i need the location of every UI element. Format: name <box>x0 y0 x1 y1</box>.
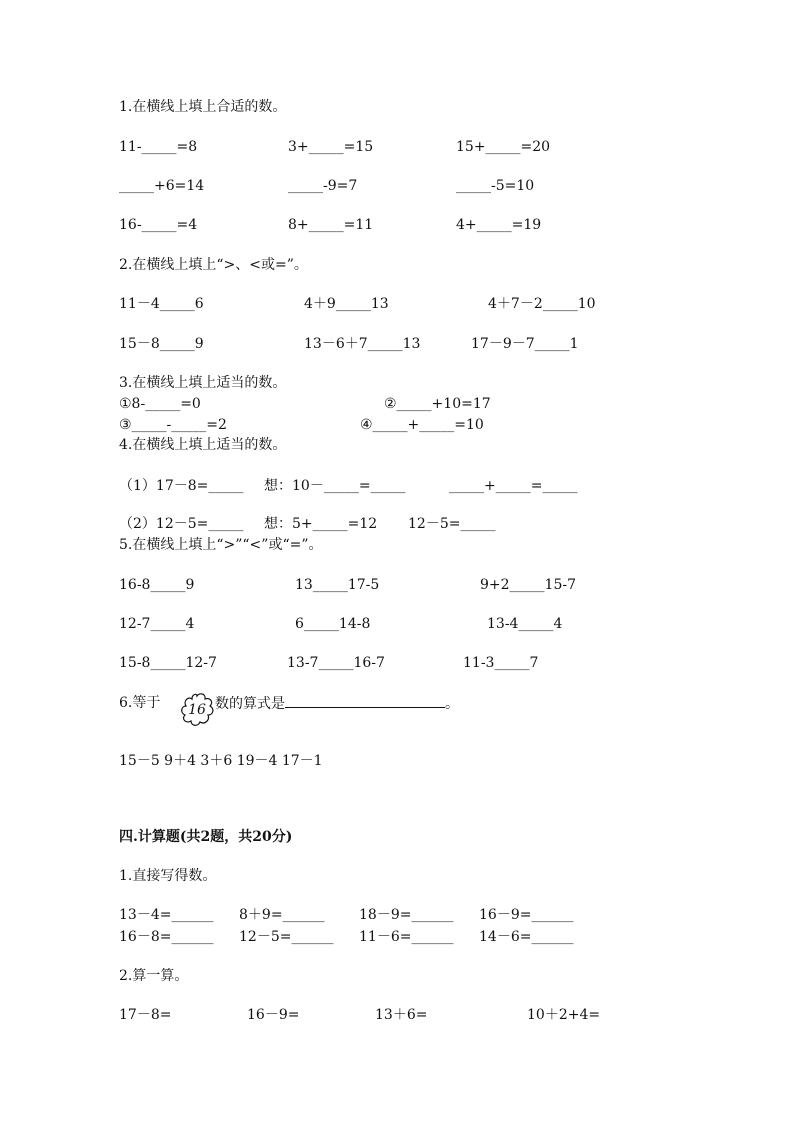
q1-r1c4: 16－9=______ <box>479 907 574 923</box>
s2-r1c1: 11－4_____6 <box>119 296 204 312</box>
s5-r1c3: 9+2_____15-7 <box>480 577 576 593</box>
s6-prefix: 6.等于 <box>119 695 161 711</box>
s4-r1c1: （1）17－8=_____ <box>119 478 244 494</box>
s5-r3c2: 13-7_____16-7 <box>287 655 385 671</box>
s3-item-2: ②_____+10=17 <box>384 396 491 412</box>
s5-r2c1: 12-7_____4 <box>119 616 195 632</box>
part4-q2-title: 2.算一算。 <box>119 968 189 984</box>
s1-r2c2: _____-9=7 <box>288 178 358 194</box>
s1-title: 1.在横线上填上合适的数。 <box>119 99 287 115</box>
q2-item-4: 10＋2+4= <box>527 1007 601 1023</box>
s3-item-1: ①8-_____=0 <box>119 396 201 412</box>
s4-r2c2: 想：5+_____=12 <box>264 516 378 532</box>
s4-r2c1: （2）12－5=_____ <box>119 516 244 532</box>
s5-r3c3: 11-3_____7 <box>463 655 539 671</box>
s6-suffix <box>215 695 459 712</box>
s4-title: 4.在横线上填上适当的数。 <box>119 437 287 453</box>
q1-r1c3: 18－9=______ <box>359 907 454 923</box>
s5-r3c1: 15-8_____12-7 <box>119 655 217 671</box>
flower-icon <box>180 692 214 726</box>
s1-r1c1: 11-_____=8 <box>119 139 198 155</box>
s6-suffix-text: 数的算式是 <box>215 696 285 712</box>
q1-r1c1: 13－4=______ <box>119 907 214 923</box>
s2-r1c3: 4＋7－2_____10 <box>488 296 596 312</box>
s2-r2c2: 13－6＋7_____13 <box>304 336 421 352</box>
s2-r2c1: 15－8_____9 <box>119 336 204 352</box>
s5-r1c2: 13_____17-5 <box>295 577 380 593</box>
s1-r2c1: _____+6=14 <box>119 178 205 194</box>
s3-item-4: ④_____+_____=10 <box>360 417 484 433</box>
s5-r2c2: 6_____14-8 <box>295 616 371 632</box>
s1-r2c3: _____-5=10 <box>456 178 535 194</box>
s6-options: 15－5 9＋4 3＋6 19－4 17－1 <box>119 753 323 769</box>
s3-item-3: ③_____-_____=2 <box>119 417 227 433</box>
answer-blank[interactable] <box>285 695 445 708</box>
part4-heading: 四.计算题(共2题，共20分) <box>119 829 293 845</box>
part4-q1-title: 1.直接写得数。 <box>119 868 217 884</box>
s5-title: 5.在横线上填上“>”“<”或“=”。 <box>119 537 323 553</box>
s3-title: 3.在横线上填上适当的数。 <box>119 375 287 391</box>
flower-number: 16 <box>188 702 206 718</box>
s1-r3c2: 8+_____=11 <box>288 217 374 233</box>
q2-item-2: 16－9= <box>247 1007 300 1023</box>
s1-r3c1: 16-_____=4 <box>119 217 198 233</box>
s1-r1c3: 15+_____=20 <box>456 139 551 155</box>
s2-r1c2: 4＋9_____13 <box>304 296 389 312</box>
q1-r1c2: 8＋9=______ <box>239 907 325 923</box>
s6-end: 。 <box>445 696 459 712</box>
q1-r2c3: 11－6=______ <box>359 929 454 945</box>
s5-r1c1: 16-8_____9 <box>119 577 195 593</box>
s5-r2c3: 13-4_____4 <box>487 616 563 632</box>
q1-r2c4: 14－6=______ <box>479 929 574 945</box>
s2-title: 2.在横线上填上“>、<或=”。 <box>119 257 308 273</box>
q2-item-1: 17－8= <box>119 1007 172 1023</box>
s4-r2c3: 12－5=_____ <box>408 516 496 532</box>
s1-r3c3: 4+_____=19 <box>456 217 542 233</box>
s4-r1c3: _____+_____=_____ <box>449 478 578 494</box>
q2-item-3: 13＋6= <box>375 1007 428 1023</box>
s1-r1c2: 3+_____=15 <box>288 139 374 155</box>
s2-r2c3: 17－9－7_____1 <box>471 336 579 352</box>
q1-r2c2: 12－5=______ <box>239 929 334 945</box>
q1-r2c1: 16－8=______ <box>119 929 214 945</box>
s4-r1c2: 想：10－_____=_____ <box>264 478 406 494</box>
